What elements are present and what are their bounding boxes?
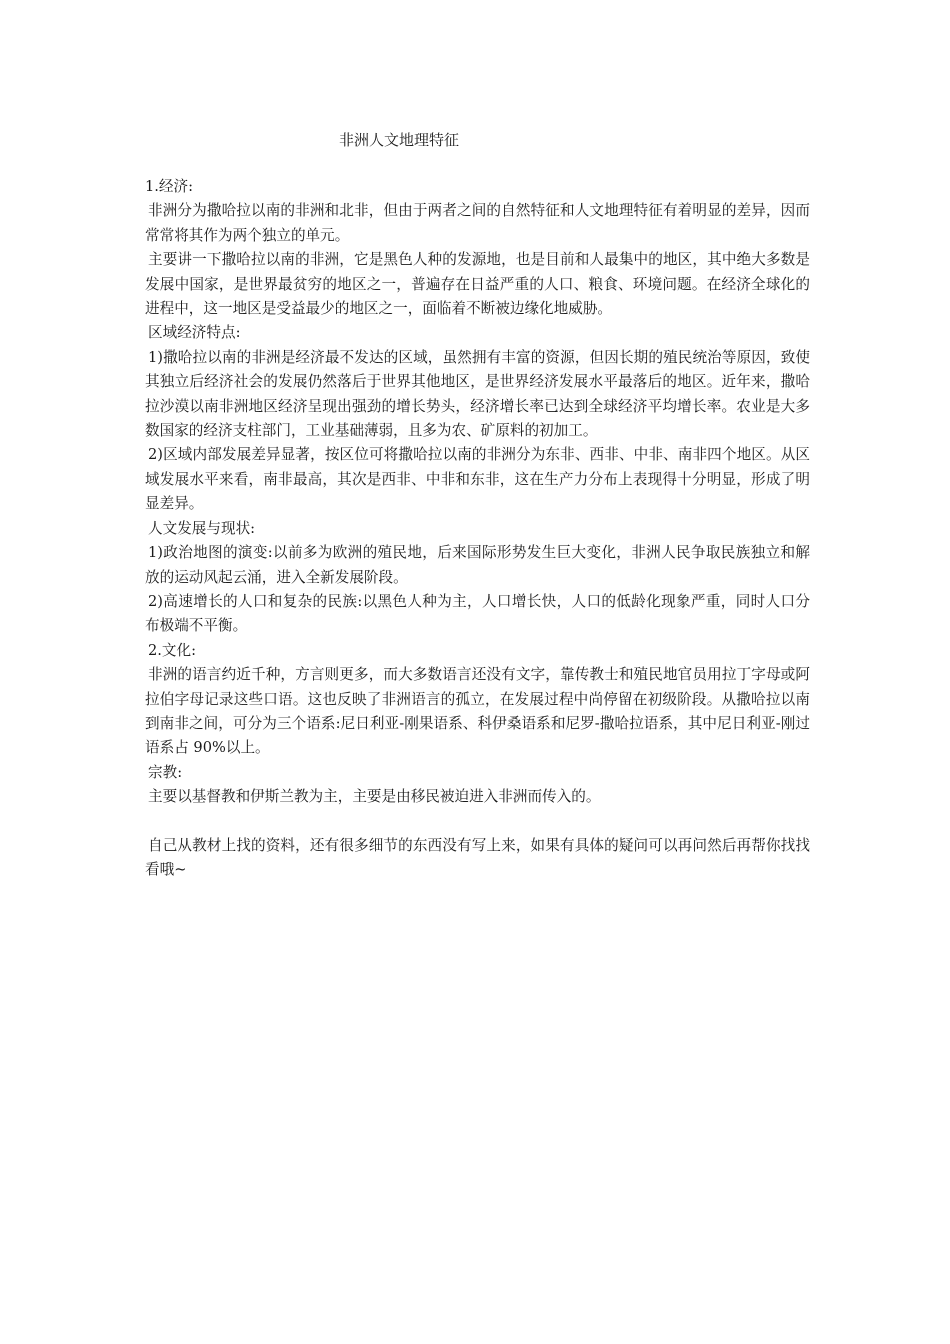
paragraph-africa-division: 非洲分为撒哈拉以南的非洲和北非，但由于两者之间的自然特征和人文地理特征有着明显的差异，因而常常将其作为两个独立的单元。	[145, 202, 810, 244]
paragraph-closing-note: 自己从教材上找的资料，还有很多细节的东西没有写上来，如果有具体的疑问可以再问然后再帮你找找看哦~	[145, 836, 810, 879]
paragraph-economy-point-1: 1)撒哈拉以南的非洲是经济最不发达的区域，虽然拥有丰富的资源，但因长期的殖民统治等原因，致使其独立后经济社会的发展仍然落后于世界其他地区，是世界经济发展水平最落后的地区。近年来，撒哈拉沙漠以南非洲地区经济呈现出强劲的增长势头，经济增长率已达到全球经济平均增长率。农业是大多数国家的经济支柱部门，工业基础薄弱，且多为农、矿原料的初加工。	[145, 348, 810, 440]
subheading-religion: 宗教:	[148, 763, 183, 781]
paragraph-economy-point-2: 2)区域内部发展差异显著，按区位可将撒哈拉以南的非洲分为东非、西非、中非、南非四个地区。从区域发展水平来看，南非最高，其次是西非、中非和东非，这在生产力分布上表现得十分明显，形成了明显差异。	[145, 446, 810, 513]
subheading-human-development: 人文发展与现状:	[148, 519, 256, 537]
paragraph-languages: 非洲的语言约近千种，方言则更多，而大多数语言还没有文字，靠传教士和殖民地官员用拉丁字母或阿拉伯字母记录这些口语。这也反映了非洲语言的孤立，在发展过程中尚停留在初级阶段。从撒哈拉以南到南非之间，可分为三个语系:尼日利亚-刚果语系、科伊桑语系和尼罗-撒哈拉语系，其中尼日利亚-刚过语系占 90%以上。	[145, 666, 810, 757]
paragraph-population: 2)高速增长的人口和复杂的民族:以黑色人种为主，人口增长快，人口的低龄化现象严重，同时人口分布极端不平衡。	[145, 592, 810, 635]
document-body	[145, 175, 810, 883]
paragraph-religion: 主要以基督教和伊斯兰教为主，主要是由移民被迫进入非洲而传入的。	[148, 788, 601, 806]
blank-line	[145, 810, 810, 834]
paragraph-sub-saharan-overview: 主要讲一下撒哈拉以南的非洲，它是黑色人种的发源地，也是目前和人最集中的地区，其中绝大多数是发展中国家，是世界最贫穷的地区之一，普遍存在日益严重的人口、粮食、环境问题。在经济全球化的进程中，这一地区是受益最少的地区之一，面临着不断被边缘化地威胁。	[145, 251, 810, 318]
section-heading-economy: 1.经济:	[145, 178, 194, 195]
document-title: 非洲人文地理特征	[339, 131, 460, 149]
paragraph-political-map: 1)政治地图的演变:以前多为欧洲的殖民地，后来国际形势发生巨大变化，非洲人民争取民族独立和解放的运动风起云涌，进入全新发展阶段。	[145, 544, 810, 586]
subheading-regional-economy: 区域经济特点:	[148, 324, 241, 342]
section-heading-culture: 2.文化:	[148, 641, 197, 659]
